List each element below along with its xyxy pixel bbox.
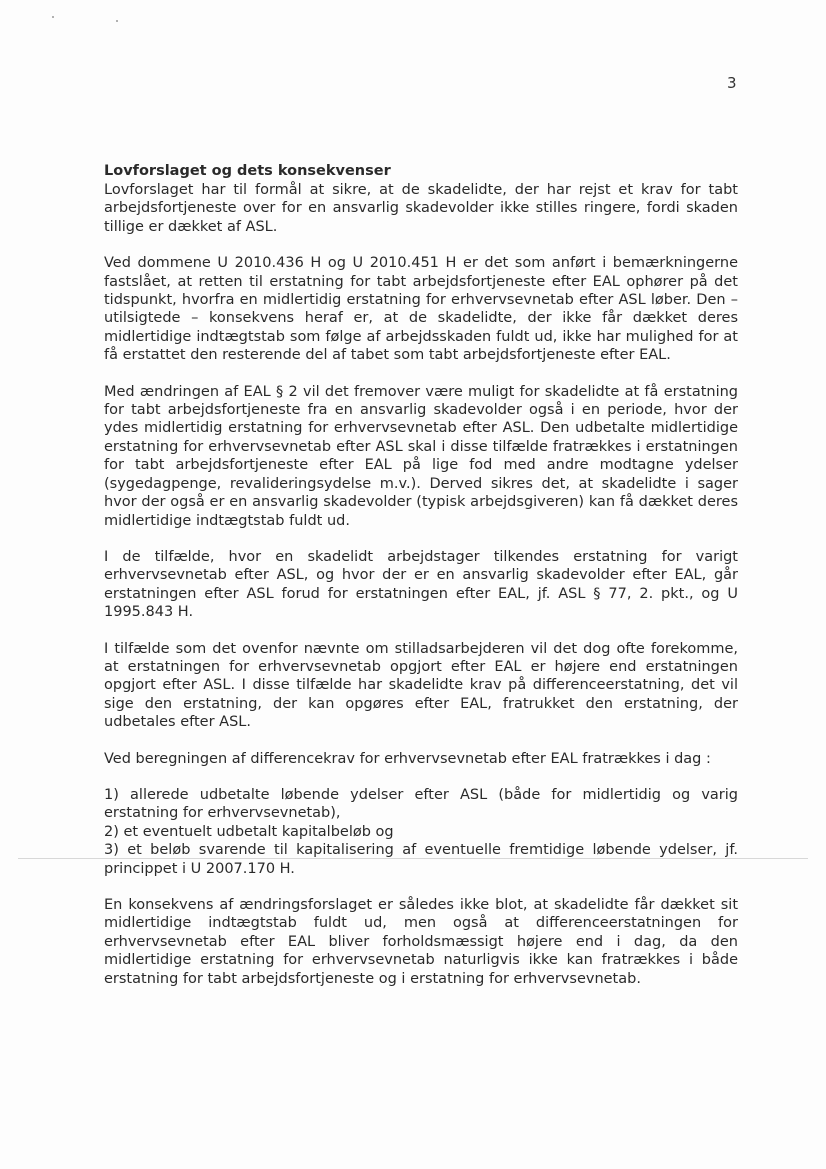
paragraph: I tilfælde som det ovenfor nævnte om stilladsarbejderen vil det dog ofte forekomme, at erstatningen for erhvervsevnetab opgjort efter EAL er højere end erstatningen opgjort efter ASL. I disse tilfælde har skadelidte krav på differenceerstatning, det vil sige den erstatning, der kan opgøres efter EAL, fratrukket den erstatning, der udbetales efter ASL.	[104, 640, 738, 731]
scan-artifact-line	[18, 858, 808, 859]
list-item: 1) allerede udbetalte løbende ydelser efter ASL (både for midlertidig og varig erstatning for erhvervsevnetab),	[104, 786, 738, 822]
paragraph: Ved dommene U 2010.436 H og U 2010.451 H er det som anført i bemærkningerne fastslået, at retten til erstatning for tabt arbejdsfortjeneste efter EAL ophører på det tidspunkt, hvorfra en midlertidig erstatning for erhvervsevnetab efter ASL løber. Den – utilsigtede – konsekvens heraf er, at de skadelidte, der ikke får dækket deres midlertidige indtægtstab som følge af arbejdsskaden fuldt ud, ikke har mulighed for at få erstattet den resterende del af tabet som tabt arbejdsfortjeneste efter EAL.	[104, 255, 738, 364]
closing-paragraph: En konsekvens af ændringsforslaget er således ikke blot, at skadelidte får dækket sit midlertidige indtægtstab fuldt ud, men også at differenceerstatningen for erhvervsevnetab efter EAL bliver forholdsmæssigt højere end i dag, da den midlertidige erstatning for erhvervsevnetab naturligvis ikke kan fratrækkes i både erstatning for tabt arbejdsfortjeneste og i erstatning for erhvervsevnetab.	[104, 897, 738, 987]
scan-speck	[52, 16, 54, 18]
scan-speck	[116, 20, 118, 22]
list-item: 2) et eventuelt udbetalt kapitalbeløb og	[104, 823, 394, 840]
document-body	[104, 162, 738, 1006]
paragraph: I de tilfælde, hvor en skadelidt arbejdstager tilkendes erstatning for varigt erhvervsevnetab efter ASL, og hvor der er en ansvarlig skadevolder efter EAL, går erstatningen efter ASL forud for erstatningen efter EAL, jf. ASL § 77, 2. pkt., og U 1995.843 H.	[104, 548, 738, 621]
paragraph: Ved beregningen af differencekrav for erhvervsevnetab efter EAL fratrækkes i dag :	[104, 750, 711, 767]
list-item: 3) et beløb svarende til kapitalisering af eventuelle fremtidige løbende ydelser, jf. princippet i U 2007.170 H.	[104, 842, 738, 877]
page-number: 3	[727, 74, 737, 92]
deduction-list	[104, 786, 738, 878]
section-heading: Lovforslaget og dets konsekvenser	[104, 163, 391, 179]
paragraph: Med ændringen af EAL § 2 vil det fremover være muligt for skadelidte at få erstatning for tabt arbejdsfortjeneste fra en ansvarlig skadevolder også i en periode, hvor der ydes midlertidig erstatning for erhvervsevnetab efter ASL. Den udbetalte midlertidige erstatning for erhvervsevnetab efter ASL skal i disse tilfælde fratrækkes i erstatningen for tabt arbejdsfortjeneste efter EAL på lige fod med andre modtagne ydelser (sygedagpenge, revalideringsydelse m.v.). Derved sikres det, at skadelidte i sager hvor der også er en ansvarlig skadevolder (typisk arbejdsgiveren) kan få dækket deres midlertidige indtægtstab fuldt ud.	[104, 383, 738, 529]
section-intro: Lovforslaget har til formål at sikre, at de skadelidte, der har rejst et krav for tabt arbejdsfortjeneste over for en ansvarlig skadevolder ikke stilles ringere, fordi skaden tillige er dækket af ASL.	[104, 182, 738, 235]
